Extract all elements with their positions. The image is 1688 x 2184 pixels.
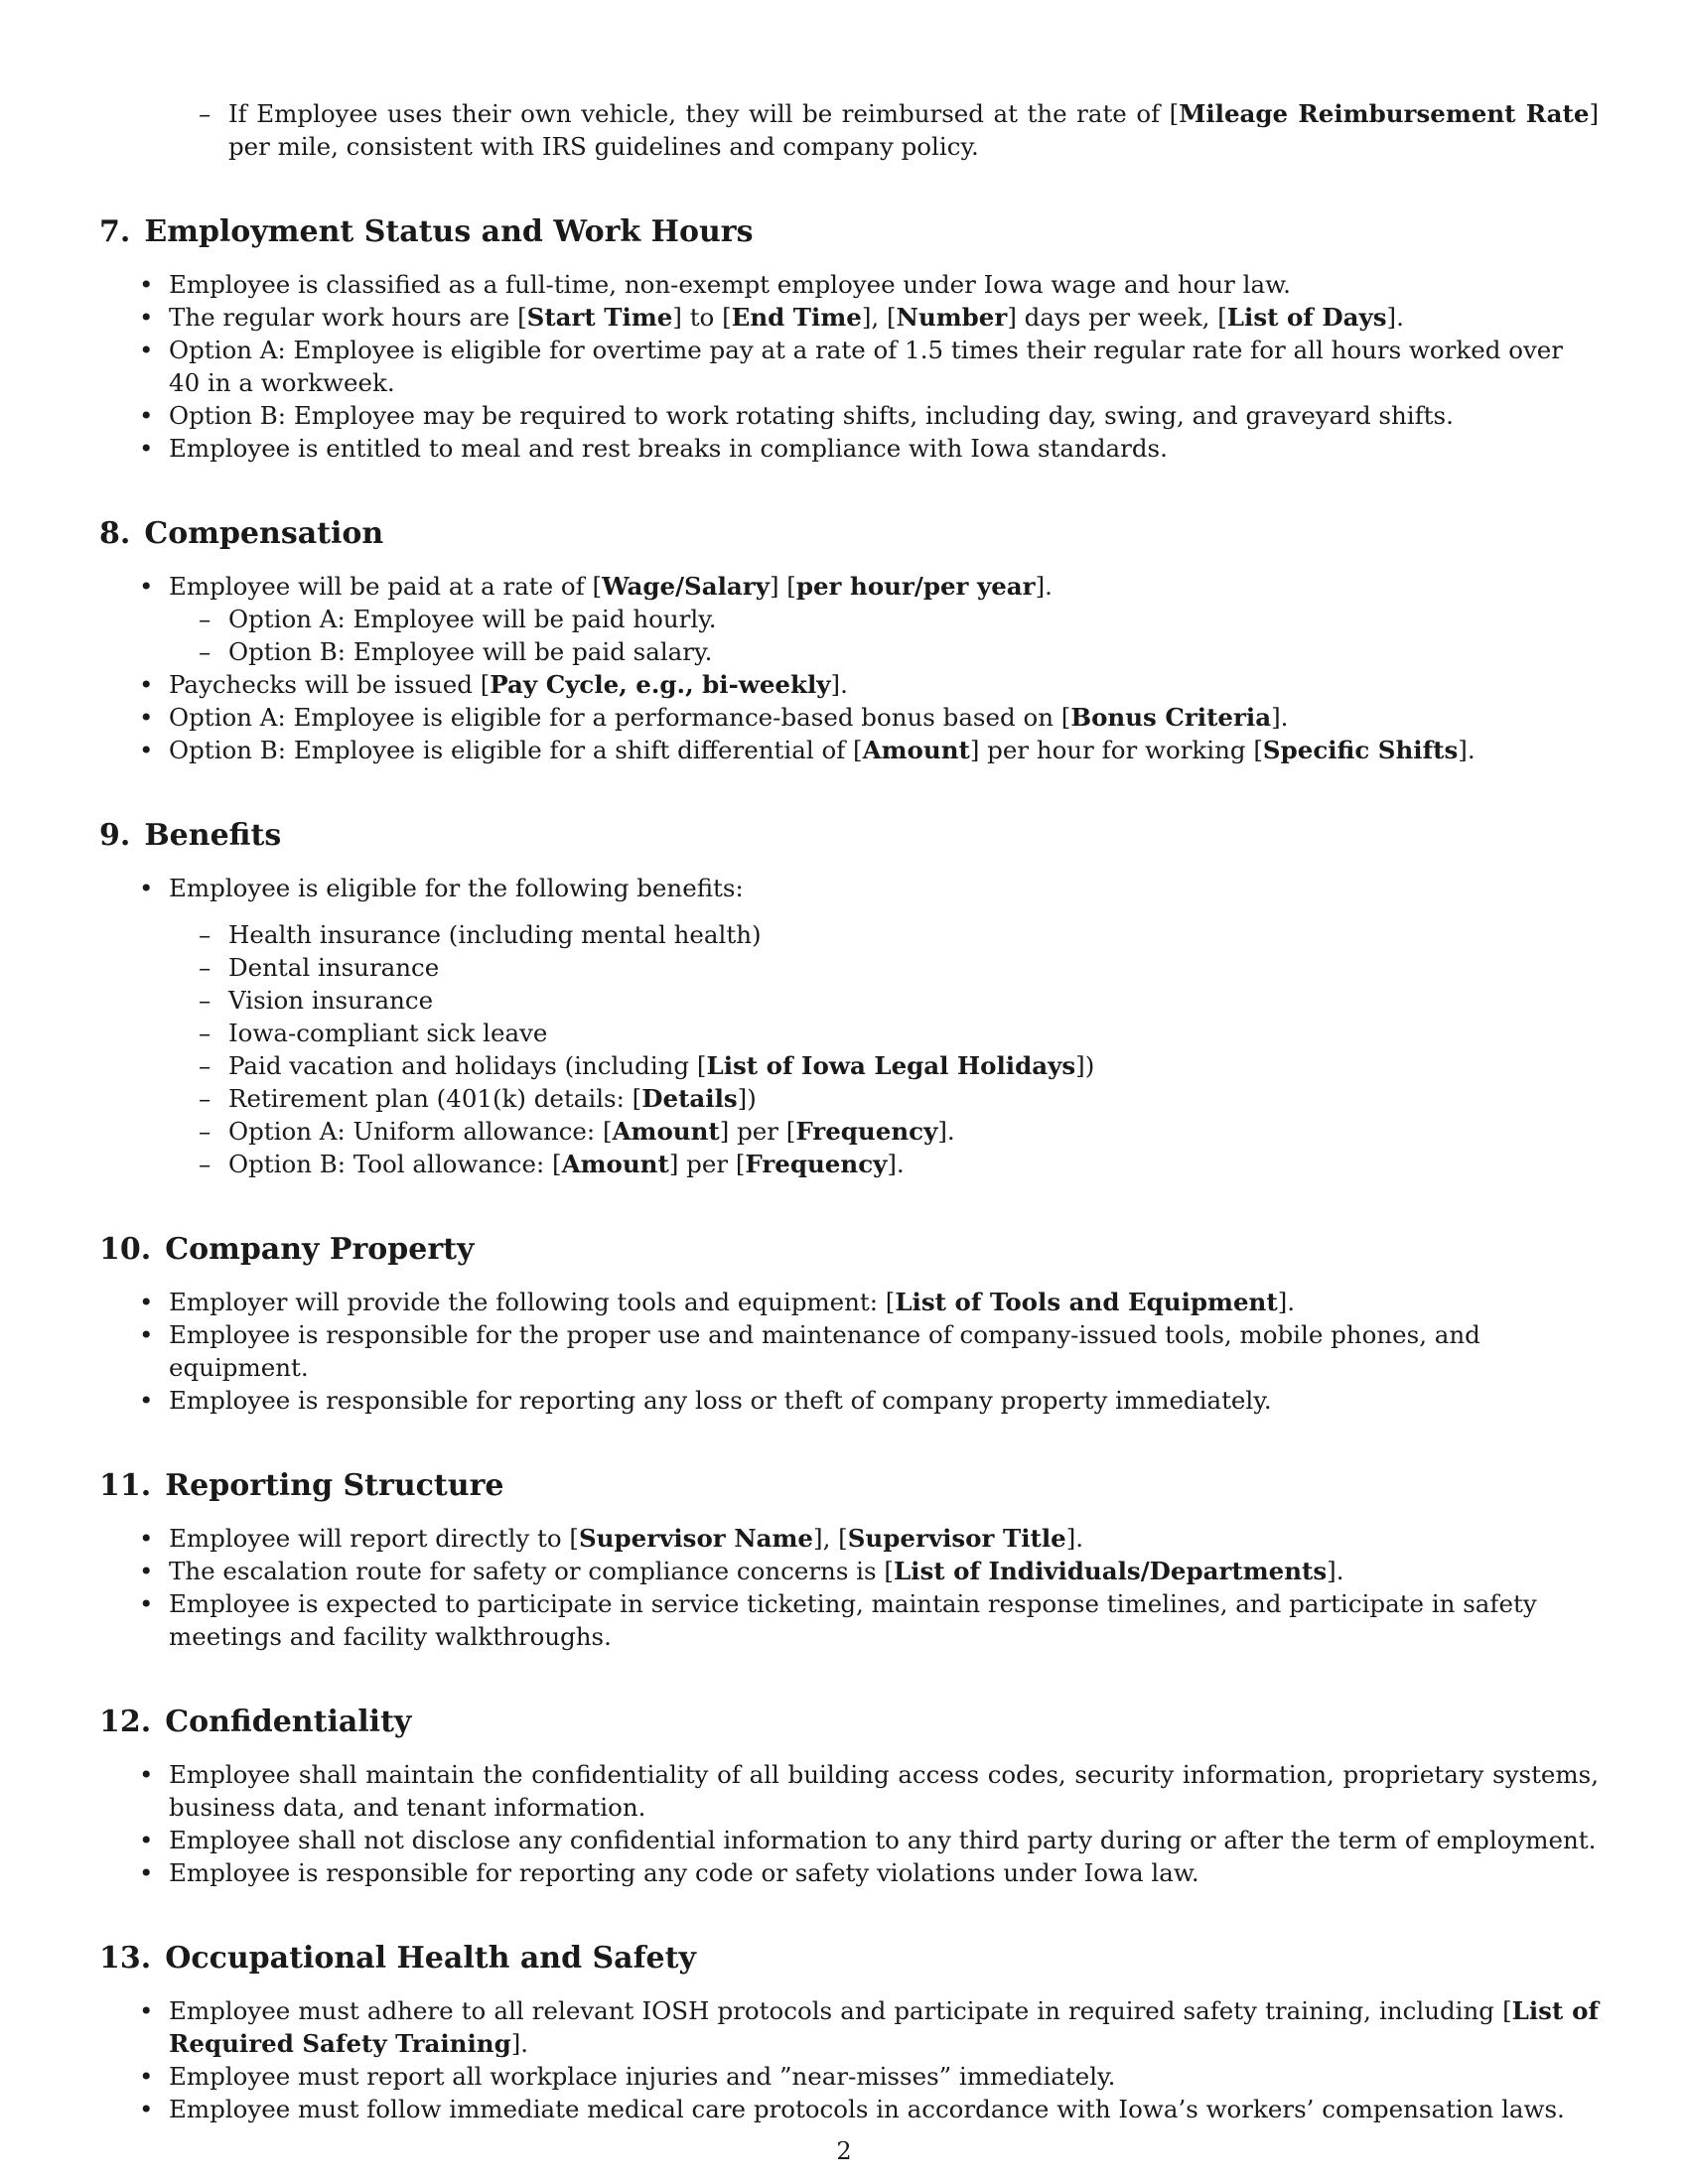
continued-sublist: [99, 97, 1599, 163]
list-item: – Health insurance (including mental health): [99, 918, 1599, 951]
section-list: [99, 1286, 1599, 1417]
list-item: • Employee is expected to participate in service ticketing, maintain response timelines, and participate in safety meetings and facility walkthroughs.: [99, 1587, 1599, 1653]
section-heading: 8. Compensation: [99, 516, 384, 551]
list-item: • Employee is classified as a full-time, non-exempt employee under Iowa wage and hour law.: [99, 268, 1599, 301]
section-list: [99, 268, 1599, 465]
section-list: [99, 570, 1599, 603]
list-item: • Option A: Employee is eligible for overtime pay at a rate of 1.5 times their regular rate for all hours worked over 40 in a workweek.: [99, 334, 1599, 399]
list-item: • Employee will report directly to [Supervisor Name], [Supervisor Title].: [99, 1522, 1599, 1555]
page-number: 2: [836, 2137, 852, 2165]
section-list: [99, 668, 1599, 766]
list-item: – Option B: Tool allowance: [Amount] per [Frequency].: [99, 1148, 1599, 1180]
section-heading: 10. Company Property: [99, 1232, 475, 1267]
section-list: [99, 872, 1599, 904]
list-item: – Option B: Employee will be paid salary.: [99, 635, 1599, 668]
list-item: • Option B: Employee is eligible for a shift differential of [Amount] per hour for working [Specific Shifts].: [99, 734, 1599, 766]
list-item: – Dental insurance: [99, 951, 1599, 984]
list-item: • Employee will be paid at a rate of [Wage/Salary] [per hour/per year].: [99, 570, 1599, 603]
section-heading: 13. Occupational Health and Safety: [99, 1941, 696, 1976]
list-item: • Employee shall maintain the confidentiality of all building access codes, security information, proprietary systems, business data, and tenant information.: [99, 1758, 1599, 1824]
list-item: • Employee is responsible for reporting any loss or theft of company property immediately.: [99, 1384, 1599, 1417]
list-item: – Option A: Uniform allowance: [Amount] per [Frequency].: [99, 1115, 1599, 1148]
list-item: • Employee is eligible for the following benefits:: [99, 872, 1599, 904]
list-item: • The escalation route for safety or compliance concerns is [List of Individuals/Departments].: [99, 1555, 1599, 1587]
section-list: [99, 1522, 1599, 1653]
list-item: – Paid vacation and holidays (including [List of Iowa Legal Holidays]): [99, 1049, 1599, 1082]
sub-list: [99, 603, 1599, 668]
list-item: • Option A: Employee is eligible for a performance-based bonus based on [Bonus Criteria].: [99, 701, 1599, 734]
list-item: • Employee is responsible for the proper use and maintenance of company-issued tools, mobile phones, and equipment.: [99, 1318, 1599, 1384]
list-item: • Employee is responsible for reporting any code or safety violations under Iowa law.: [99, 1856, 1599, 1889]
list-item: – Option A: Employee will be paid hourly.: [99, 603, 1599, 635]
list-item: • Option B: Employee may be required to work rotating shifts, including day, swing, and graveyard shifts.: [99, 399, 1599, 432]
document-body: [99, 97, 1599, 2125]
list-item: – Vision insurance: [99, 984, 1599, 1017]
section-list: [99, 1758, 1599, 1889]
list-item: • Employee is entitled to meal and rest breaks in compliance with Iowa standards.: [99, 432, 1599, 465]
list-item: – If Employee uses their own vehicle, they will be reimbursed at the rate of [Mileage Reimbursement Rate] per mile, consistent with IRS guidelines and company policy.: [99, 97, 1599, 163]
list-item: • Employee shall not disclose any confidential information to any third party during or after the term of employment.: [99, 1824, 1599, 1856]
list-item: – Retirement plan (401(k) details: [Details]): [99, 1082, 1599, 1115]
section-heading: 12. Confidentiality: [99, 1705, 412, 1739]
section-list: [99, 1994, 1599, 2125]
list-item: • The regular work hours are [Start Time] to [End Time], [Number] days per week, [List of Days].: [99, 301, 1599, 334]
section-heading: 7. Employment Status and Work Hours: [99, 214, 754, 249]
section-heading: 11. Reporting Structure: [99, 1468, 504, 1503]
sub-list: [99, 918, 1599, 1180]
list-item: • Employee must report all workplace injuries and ”near-misses” immediately.: [99, 2060, 1599, 2093]
list-item: – Iowa-compliant sick leave: [99, 1017, 1599, 1049]
section-heading: 9. Benefits: [99, 818, 282, 853]
list-item: • Employer will provide the following tools and equipment: [List of Tools and Equipment].: [99, 1286, 1599, 1318]
list-item: • Employee must adhere to all relevant IOSH protocols and participate in required safety training, including [List of Required Safety Training].: [99, 1994, 1599, 2060]
list-item: • Employee must follow immediate medical care protocols in accordance with Iowa’s workers’ compensation laws.: [99, 2093, 1599, 2125]
list-item: • Paychecks will be issued [Pay Cycle, e.g., bi-weekly].: [99, 668, 1599, 701]
